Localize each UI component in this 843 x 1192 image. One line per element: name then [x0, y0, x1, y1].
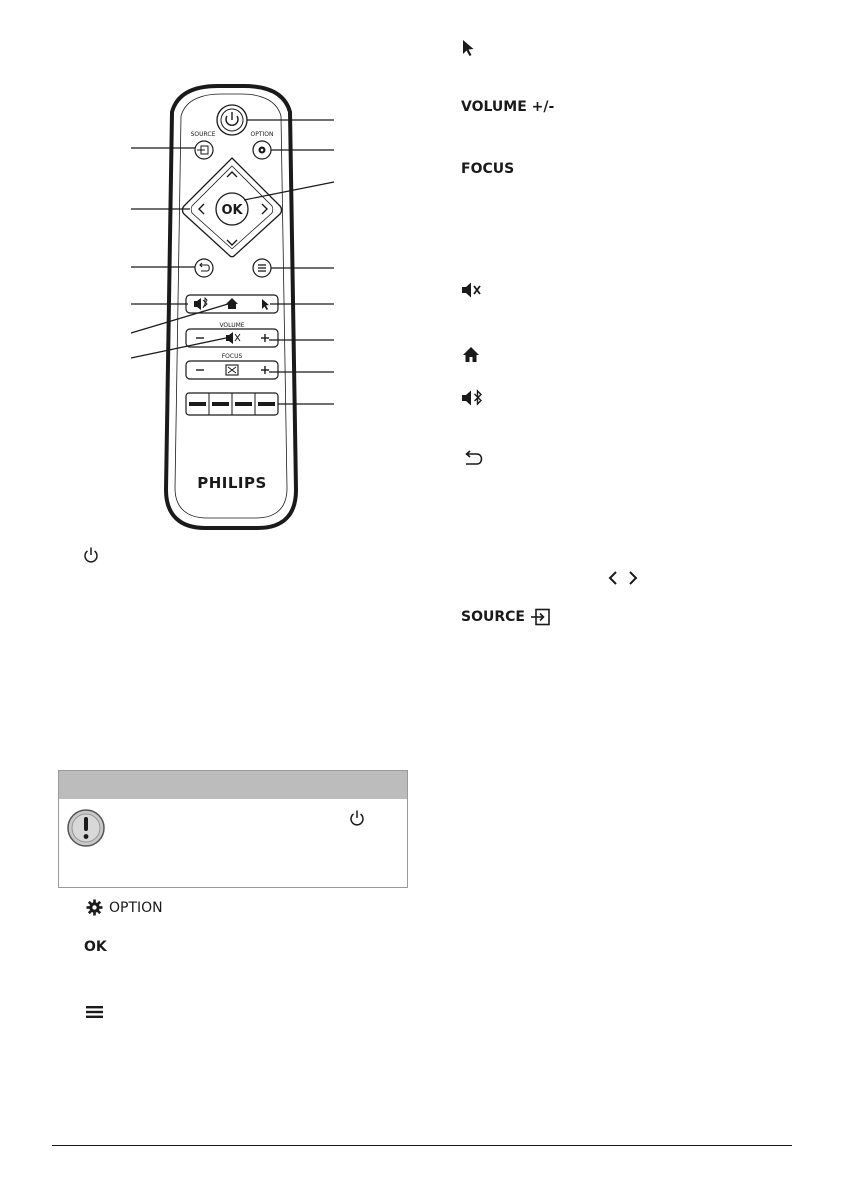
volume-bar[interactable]: [186, 329, 278, 347]
power-legend-icon: [83, 546, 99, 568]
focus-bar[interactable]: [186, 361, 278, 379]
option-label: OPTION: [250, 131, 274, 138]
option-legend-text: OPTION: [109, 899, 163, 916]
focus-legend: [461, 161, 514, 177]
brand-logo: PHILIPS: [197, 474, 267, 492]
gear-icon: [86, 899, 103, 916]
source-button[interactable]: [195, 141, 213, 159]
menu-button[interactable]: [253, 259, 271, 277]
focus-legend-text: FOCUS: [461, 161, 515, 177]
option-button[interactable]: [253, 141, 271, 159]
source-legend-text: SOURCE: [461, 609, 525, 625]
svg-text:OK: OK: [221, 203, 243, 218]
back-icon: [462, 450, 484, 470]
notice-power-icon: [349, 809, 365, 831]
power-button[interactable]: [217, 105, 247, 135]
notice-header: [59, 771, 407, 799]
menu-legend-icon: [86, 1004, 103, 1023]
notice-icon: [65, 807, 107, 853]
mouse-pointer-icon: [462, 39, 476, 61]
mode-bar[interactable]: [186, 295, 278, 313]
volume-legend: [461, 99, 554, 115]
volume-legend-text: VOLUME +/-: [461, 99, 555, 115]
ok-button[interactable]: [216, 193, 248, 225]
color-keys[interactable]: [186, 393, 278, 415]
volume-label: VOLUME: [219, 322, 245, 329]
home-icon: [462, 346, 480, 367]
source-label: SOURCE: [190, 131, 216, 138]
mute-icon: [461, 281, 483, 303]
left-right-arrows-icon: [608, 570, 638, 590]
ok-legend-text: OK: [84, 939, 107, 955]
source-legend: [461, 608, 551, 626]
source-icon: [531, 608, 551, 626]
option-legend: [86, 899, 163, 916]
back-button[interactable]: [195, 259, 213, 277]
ok-legend: [84, 939, 107, 955]
notice-box: [58, 770, 408, 888]
bluetooth-speaker-icon: [461, 389, 485, 411]
footer-rule: [52, 1145, 792, 1146]
focus-label: FOCUS: [221, 353, 243, 360]
